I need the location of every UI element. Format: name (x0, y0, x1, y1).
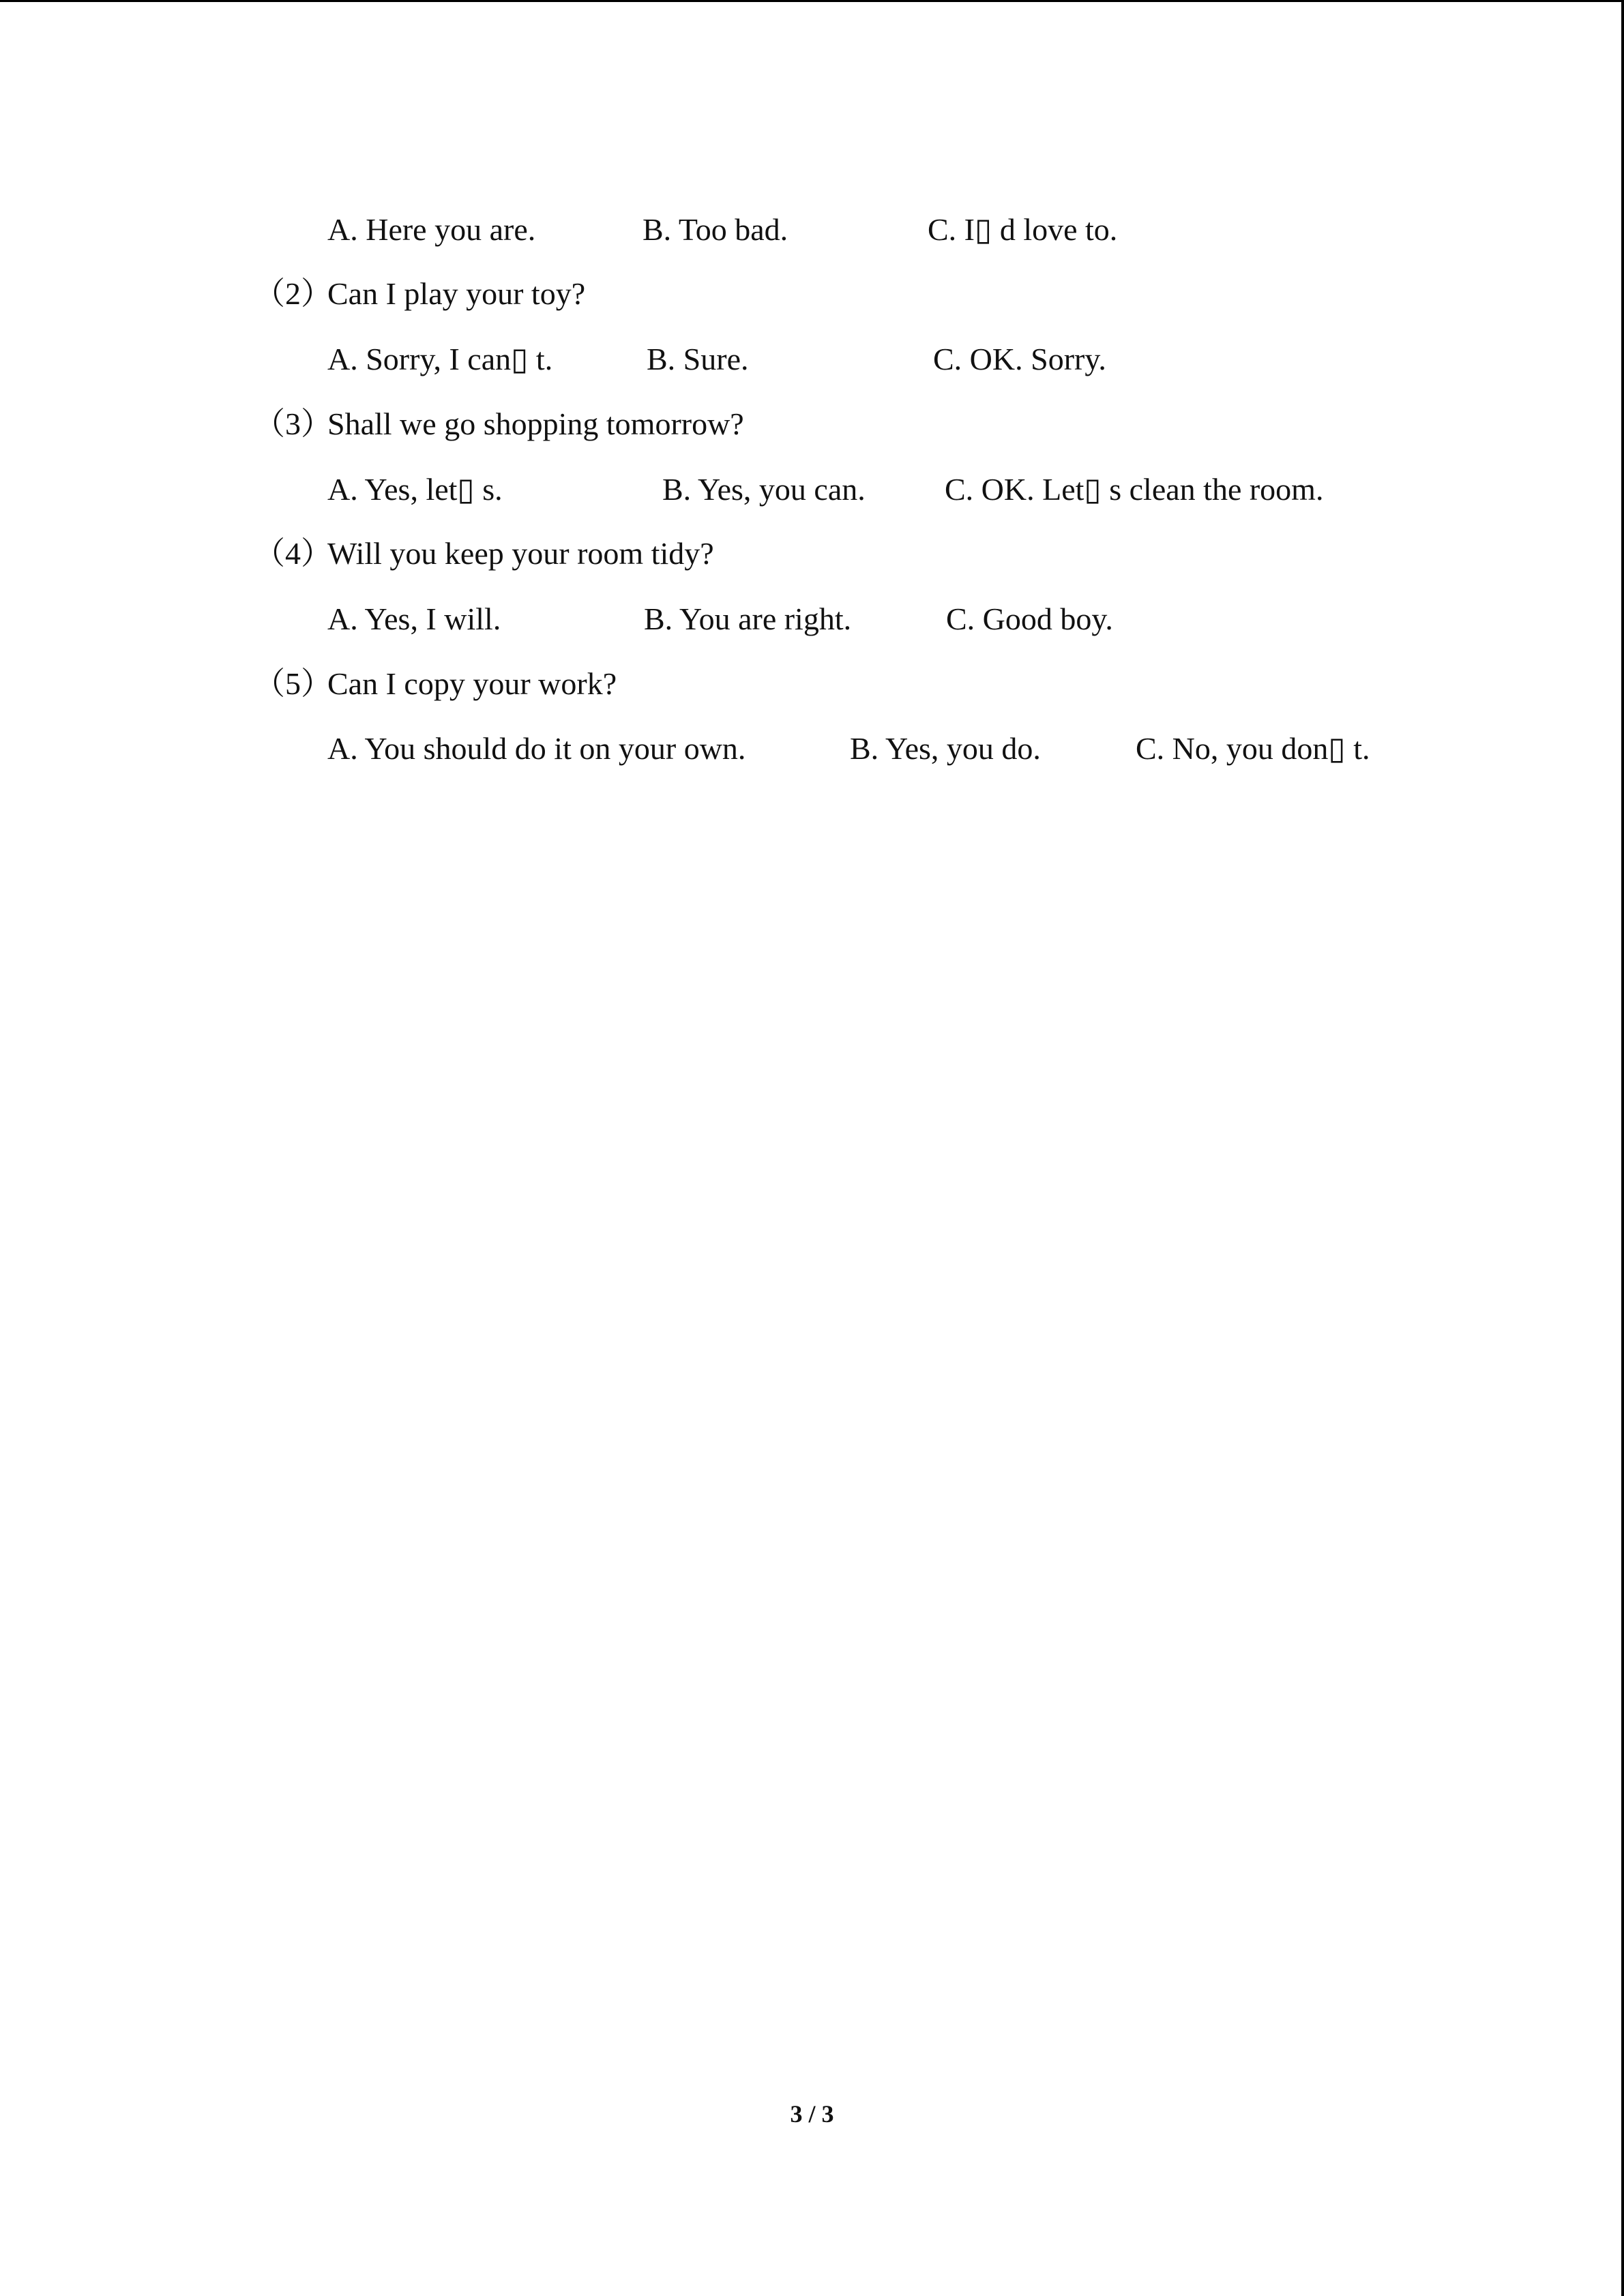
q5-text: Can I copy your work? (327, 666, 617, 701)
q2-option-a: A. Sorry, I can▯ t. (327, 342, 553, 376)
q1-option-a: A. Here you are. (327, 212, 536, 247)
q3-text: Shall we go shopping tomorrow? (327, 406, 744, 441)
q4-text: Will you keep your room tidy? (327, 536, 714, 571)
q3-option-b: B. Yes, you can. (662, 472, 866, 507)
q5-number: （5） (254, 666, 332, 701)
q2-text: Can I play your toy? (327, 276, 586, 311)
q4-option-b: B. You are right. (644, 601, 852, 636)
q4-option-c: C. Good boy. (946, 601, 1113, 636)
q1-option-b: B. Too bad. (643, 212, 788, 247)
q2-number: （2） (254, 276, 332, 311)
q1-option-c: C. I▯ d love to. (928, 212, 1118, 247)
q3-option-c: C. OK. Let▯ s clean the room. (945, 472, 1324, 507)
q2-option-c: C. OK. Sorry. (933, 342, 1106, 376)
page-right-border (1621, 0, 1624, 2296)
q3-option-a: A. Yes, let▯ s. (327, 472, 503, 507)
q5-option-c: C. No, you don▯ t. (1136, 731, 1370, 766)
q4-option-a: A. Yes, I will. (327, 601, 501, 636)
q3-number: （3） (254, 406, 332, 441)
q2-option-b: B. Sure. (647, 342, 749, 376)
q5-option-a: A. You should do it on your own. (327, 731, 746, 766)
page-top-border (0, 0, 1624, 2)
page-number: 3 / 3 (790, 2100, 834, 2128)
q4-number: （4） (254, 536, 332, 571)
q5-option-b: B. Yes, you do. (850, 731, 1041, 766)
